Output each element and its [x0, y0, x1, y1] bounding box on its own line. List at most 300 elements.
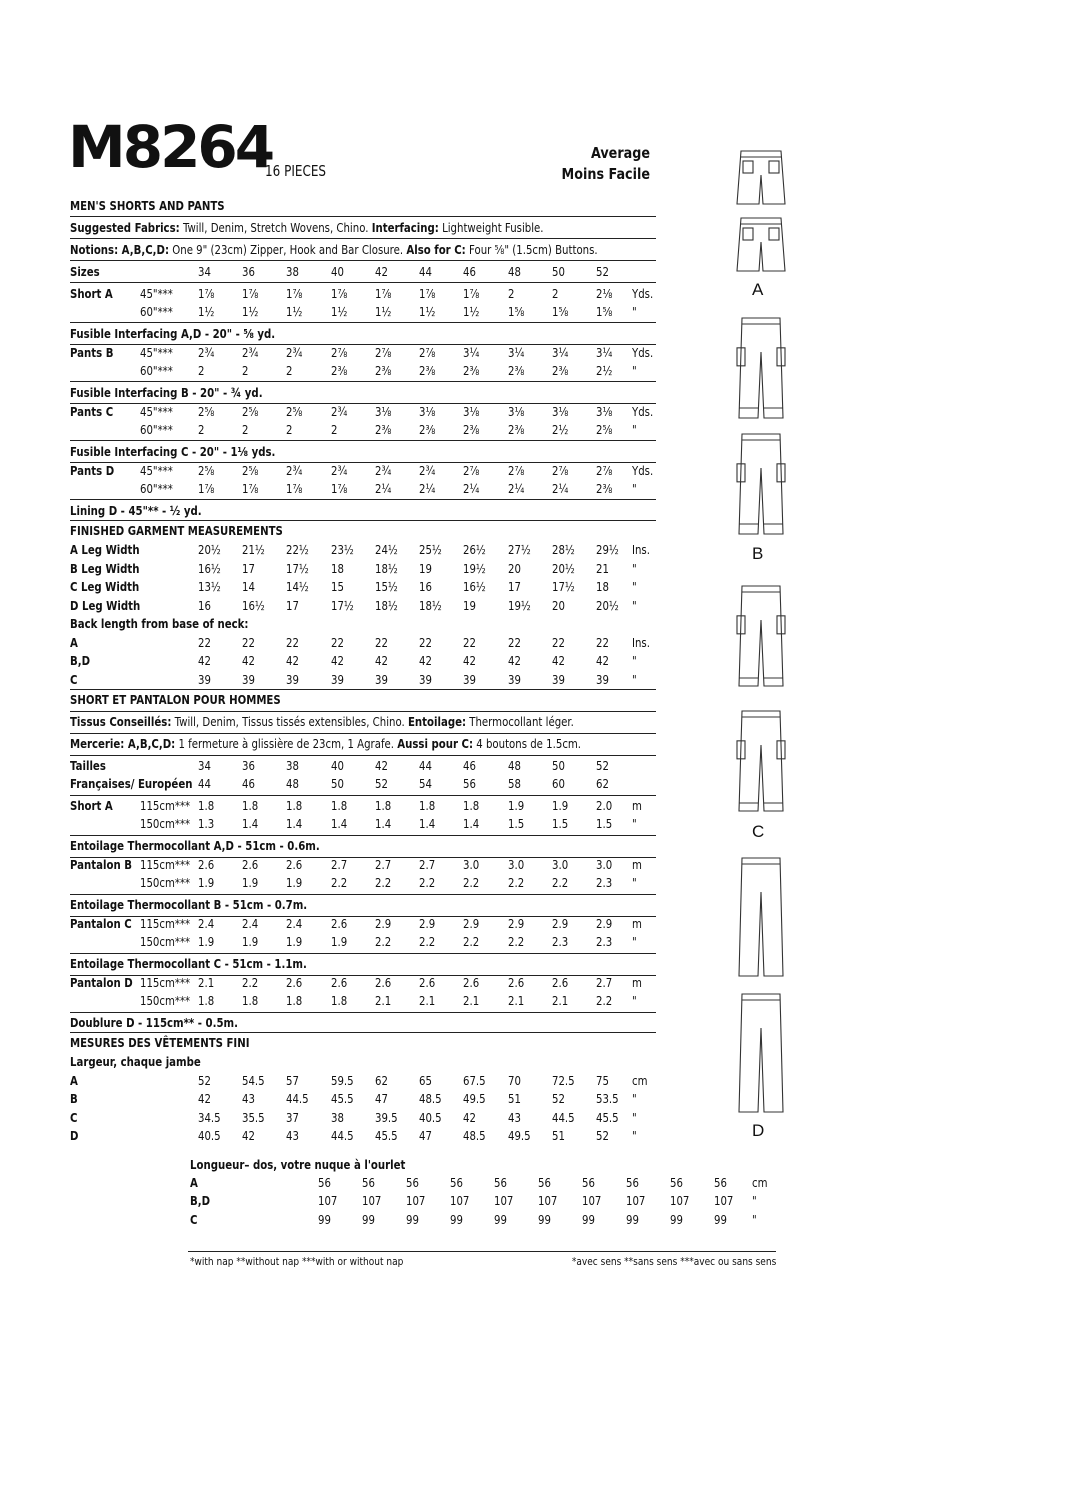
unit-label: "	[632, 1109, 637, 1125]
size-value: 22½	[286, 542, 309, 557]
yardage-row-fr	[0, 875, 1080, 893]
size-value: 2.2	[596, 993, 613, 1008]
size-value: 3¼	[463, 345, 480, 360]
row-label: D	[70, 1127, 79, 1143]
size-value: 2.2	[242, 975, 259, 990]
size-header: 50	[552, 758, 565, 773]
size-value: 42	[242, 653, 255, 668]
fabric-width: 60"***	[140, 304, 173, 319]
size-value: 57	[286, 1073, 299, 1088]
row-label: A Leg Width	[70, 542, 140, 557]
size-header: 52	[596, 264, 609, 279]
unit-label: "	[632, 671, 637, 687]
size-value: 2¼	[419, 481, 436, 496]
size-value: 34.5	[198, 1109, 221, 1125]
size-value: 1.9	[331, 934, 348, 949]
size-value: 56	[714, 1175, 727, 1190]
size-value: 2.9	[596, 916, 613, 931]
size-value: 3.0	[508, 857, 525, 872]
size-value: 17	[508, 579, 521, 594]
size-value: 18½	[419, 597, 442, 613]
fabric-width: 60"***	[140, 422, 173, 437]
rule-line	[188, 1251, 776, 1252]
row-label: B,D	[190, 1193, 211, 1209]
size-value: 22	[463, 634, 476, 650]
size-header: 46	[463, 264, 476, 279]
rule-line	[70, 440, 656, 441]
size-value: 2	[331, 422, 338, 437]
footnote-fr: *avec sens **sans sens ***avec ou sans sens	[571, 1255, 776, 1268]
size-value: 62	[375, 1073, 388, 1088]
label-text: Entoilage Thermocollant A,D - 51cm - 0.6m.	[70, 838, 320, 853]
label-text: Mercerie: A,B,C,D:	[70, 736, 176, 751]
size-value: 39	[242, 671, 255, 687]
label-text: Notions: A,B,C,D:	[70, 242, 170, 257]
size-value: 2.1	[419, 993, 436, 1008]
label-text: Interfacing:	[371, 220, 439, 235]
size-value: 17½	[286, 560, 309, 576]
size-value: 1⅞	[198, 286, 215, 301]
back-length-title-fr	[0, 1157, 1080, 1175]
size-value: 2⅜	[596, 481, 613, 496]
size-value: 19	[463, 597, 476, 613]
size-header: 44	[419, 758, 432, 773]
size-value: 1.5	[508, 816, 525, 831]
size-value: 42	[463, 653, 476, 668]
row-label: C Leg Width	[70, 579, 140, 594]
rule-line	[70, 322, 656, 323]
size-value: 99	[450, 1211, 463, 1227]
size-value: 48.5	[419, 1091, 442, 1107]
size-value: 2⅜	[508, 363, 525, 378]
interfacing-note	[70, 503, 202, 518]
size-value: 2.6	[331, 975, 348, 990]
value-text: One 9" (23cm) Zipper, Hook and Bar Closure.	[172, 242, 404, 257]
size-value: 1.8	[242, 798, 259, 813]
unit-label: "	[632, 875, 637, 890]
size-value: 107	[362, 1193, 382, 1209]
row-label: B,D	[70, 653, 91, 668]
size-value: 107	[626, 1193, 646, 1209]
unit-label: "	[632, 993, 637, 1008]
size-header: 40	[331, 758, 344, 773]
size-value: 2.9	[419, 916, 436, 931]
size-value: 2¾	[331, 463, 348, 478]
size-value: 39	[596, 671, 609, 687]
rule-line	[70, 711, 656, 712]
size-value: 2⅜	[375, 422, 392, 437]
row-label: B	[70, 1091, 78, 1107]
row-label: A	[70, 1073, 78, 1088]
size-value: 42	[508, 653, 521, 668]
size-value: 51	[508, 1091, 521, 1107]
size-header: 42	[375, 264, 388, 279]
size-value: 1.4	[419, 816, 436, 831]
size-value: 29½	[596, 542, 619, 557]
size-value: 20	[552, 597, 565, 613]
fabric-width: 150cm***	[140, 875, 191, 890]
label-text: Also for C:	[406, 242, 466, 257]
finished-row-fr	[0, 1073, 1080, 1091]
euro-sizes-row	[0, 776, 1080, 794]
size-value: 19½	[508, 597, 531, 613]
size-value: 70	[508, 1073, 521, 1088]
fabrics-line-fr	[70, 714, 574, 729]
size-value: 107	[318, 1193, 338, 1209]
size-value: 2⅜	[419, 363, 436, 378]
rule-line	[70, 282, 656, 283]
yardage-row	[0, 363, 1080, 381]
size-value: 19	[419, 560, 432, 576]
size-value: 44.5	[331, 1127, 354, 1143]
size-value: 16	[419, 579, 432, 594]
unit-label: Ins.	[632, 542, 650, 557]
size-value: 99	[362, 1211, 375, 1227]
fabric-width: 150cm***	[140, 816, 191, 831]
section-title	[0, 198, 1080, 216]
size-value: 19½	[463, 560, 486, 576]
value-text: Lightweight Fusible.	[442, 220, 544, 235]
size-value: 2⅞	[508, 463, 525, 478]
size-value: 99	[538, 1211, 551, 1227]
size-header: 48	[508, 758, 521, 773]
value-text: 1 fermeture à glissière de 23cm, 1 Agrafe.	[178, 736, 395, 751]
size-value: 2.2	[508, 934, 525, 949]
size-value: 1⅞	[419, 286, 436, 301]
size-value: 3.0	[596, 857, 613, 872]
view-letter: C	[752, 822, 765, 841]
size-value: 3⅛	[552, 404, 569, 419]
size-value: 35.5	[242, 1109, 265, 1125]
size-value: 2.2	[419, 934, 436, 949]
size-value: 39	[463, 671, 476, 687]
label-text: MESURES DES VÊTEMENTS FINI	[70, 1035, 250, 1050]
size-value: 1.8	[375, 798, 392, 813]
size-header: 50	[552, 264, 565, 279]
size-value: 1.8	[331, 993, 348, 1008]
sizes-row-fr	[0, 758, 1080, 776]
notions-line	[0, 242, 1080, 260]
size-value: 2.3	[552, 934, 569, 949]
size-value: 14½	[286, 579, 309, 594]
size-header: 38	[286, 758, 299, 773]
size-value: 23½	[331, 542, 354, 557]
size-value: 16½	[463, 579, 486, 594]
size-value: 1.4	[463, 816, 480, 831]
size-value: 1.9	[242, 934, 259, 949]
unit-label: "	[632, 816, 637, 831]
size-value: 39	[331, 671, 344, 687]
size-header: 38	[286, 264, 299, 279]
size-value: 18½	[375, 560, 398, 576]
rule-line	[70, 689, 656, 690]
size-value: 1½	[419, 304, 436, 319]
size-value: 1.4	[242, 816, 259, 831]
size-value: 56	[318, 1175, 331, 1190]
unit-label: "	[632, 304, 637, 319]
size-value: 18½	[375, 597, 398, 613]
unit-label: "	[632, 934, 637, 949]
rule-line	[70, 733, 656, 734]
fabric-width: 115cm***	[140, 857, 191, 872]
size-value: 2⅝	[242, 463, 259, 478]
size-value: 2.2	[552, 875, 569, 890]
notions-line-fr	[0, 736, 1080, 754]
size-value: 2.1	[508, 993, 525, 1008]
size-value: 2⅜	[508, 422, 525, 437]
size-value: 56	[582, 1175, 595, 1190]
size-value: 2.6	[331, 916, 348, 931]
euro-size: 58	[508, 776, 521, 791]
size-header: 36	[242, 264, 255, 279]
euro-size: 54	[419, 776, 432, 791]
size-value: 2	[552, 286, 559, 301]
yardage-row-fr	[0, 975, 1080, 993]
size-value: 2⅜	[375, 363, 392, 378]
finished-row-fr	[0, 1128, 1080, 1146]
unit-label: "	[632, 560, 637, 576]
size-value: 1⅝	[596, 304, 613, 319]
row-label: C	[190, 1211, 198, 1227]
fabric-width: 150cm***	[140, 934, 191, 949]
size-value: 2.3	[596, 934, 613, 949]
size-value: 2.4	[198, 916, 215, 931]
size-value: 37	[286, 1109, 299, 1125]
size-value: 2.7	[419, 857, 436, 872]
size-value: 67.5	[463, 1073, 486, 1088]
fabrics-line-fr	[0, 714, 1080, 732]
difficulty-level	[540, 143, 650, 185]
size-value: 1½	[463, 304, 480, 319]
size-value: 1.9	[242, 875, 259, 890]
size-header: 34	[198, 758, 211, 773]
size-value: 56	[450, 1175, 463, 1190]
view-letter: B	[752, 544, 764, 563]
size-value: 15	[331, 579, 344, 594]
size-value: 99	[670, 1211, 683, 1227]
pants-c-front-illustration	[728, 580, 794, 692]
size-value: 2	[242, 363, 249, 378]
size-value: 16½	[242, 597, 265, 613]
fabric-width: 45"***	[140, 286, 173, 301]
size-value: 45.5	[375, 1127, 398, 1143]
interfacing-note-fr	[0, 838, 1080, 856]
size-value: 2⅜	[463, 422, 480, 437]
back-length-row	[0, 672, 1080, 690]
size-value: 42	[463, 1109, 476, 1125]
size-value: 2.4	[242, 916, 259, 931]
size-value: 26½	[463, 542, 486, 557]
value-text: 4 boutons de 1.5cm.	[476, 736, 582, 751]
label-text: Entoilage:	[407, 714, 467, 729]
short-a-front-illustration	[730, 145, 792, 210]
rule-line	[70, 1032, 656, 1033]
label-text: Lining D - 45"** - ½ yd.	[70, 503, 202, 518]
row-label: C	[70, 1109, 78, 1125]
size-value: 65	[419, 1073, 432, 1088]
size-value: 3¼	[552, 345, 569, 360]
label-text: Entoilage Thermocollant C - 51cm - 1.1m.	[70, 956, 307, 971]
fabric-width: 115cm***	[140, 916, 191, 931]
back-length-title	[0, 616, 1080, 634]
finished-row	[0, 579, 1080, 597]
yardage-row	[0, 481, 1080, 499]
size-value: 99	[406, 1211, 419, 1227]
size-value: 13½	[198, 579, 221, 594]
size-value: 1.8	[242, 993, 259, 1008]
size-value: 2½	[552, 422, 569, 437]
unit-label: Yds.	[632, 345, 654, 360]
size-value: 2	[286, 422, 293, 437]
size-header: 40	[331, 264, 344, 279]
size-value: 16½	[198, 560, 221, 576]
rule-line	[70, 238, 656, 239]
euro-sizes-label: Françaises/ Européen	[70, 776, 193, 791]
rule-line	[70, 953, 656, 954]
unit-label: Yds.	[632, 463, 654, 478]
rule-line	[70, 795, 656, 796]
size-value: 2.3	[596, 875, 613, 890]
row-label: Pants C	[70, 404, 114, 419]
unit-label: "	[632, 422, 637, 437]
size-value: 56	[670, 1175, 683, 1190]
size-value: 1.8	[198, 798, 215, 813]
size-value: 1.9	[198, 875, 215, 890]
label-text: Doublure D - 115cm** - 0.5m.	[70, 1015, 238, 1030]
size-value: 2⅝	[596, 422, 613, 437]
size-value: 52	[198, 1073, 211, 1088]
size-value: 2	[286, 363, 293, 378]
yardage-row	[0, 422, 1080, 440]
interfacing-note	[0, 326, 1080, 344]
fabric-width: 115cm***	[140, 975, 191, 990]
rule-line	[70, 260, 656, 261]
pants-d-back-illustration	[728, 988, 794, 1118]
size-value: 99	[494, 1211, 507, 1227]
size-value: 39	[552, 671, 565, 687]
size-value: 45.5	[596, 1109, 619, 1125]
size-value: 2⅞	[375, 345, 392, 360]
size-value: 56	[362, 1175, 375, 1190]
interfacing-note	[70, 385, 263, 400]
value-text: Twill, Denim, Tissus tissés extensibles, Chino.	[174, 714, 405, 729]
euro-size: 44	[198, 776, 211, 791]
size-value: 22	[242, 634, 255, 650]
unit-label: Yds.	[632, 404, 654, 419]
size-value: 39	[508, 671, 521, 687]
interfacing-note-fr	[0, 1015, 1080, 1033]
size-value: 2¾	[286, 463, 303, 478]
row-label: Pants B	[70, 345, 114, 360]
value-text: Thermocollant léger.	[469, 714, 574, 729]
unit-label: cm	[632, 1073, 648, 1088]
size-value: 51	[552, 1127, 565, 1143]
euro-size: 62	[596, 776, 609, 791]
notions-line-fr	[70, 736, 581, 751]
yardage-row	[0, 304, 1080, 322]
row-label: Pantalon C	[70, 916, 132, 931]
size-value: 20½	[198, 542, 221, 557]
size-value: 42	[596, 653, 609, 668]
size-value: 25½	[419, 542, 442, 557]
view-letter: D	[752, 1121, 765, 1140]
size-header: 52	[596, 758, 609, 773]
label-text: Aussi pour C:	[397, 736, 474, 751]
label-text: Suggested Fabrics:	[70, 220, 180, 235]
interfacing-note-fr	[0, 897, 1080, 915]
unit-label: "	[632, 597, 637, 613]
row-label: D Leg Width	[70, 597, 141, 613]
size-value: 2¾	[419, 463, 436, 478]
size-value: 2⅝	[198, 463, 215, 478]
size-value: 2.2	[375, 875, 392, 890]
size-value: 1.9	[508, 798, 525, 813]
size-value: 1.3	[198, 816, 215, 831]
size-value: 39	[419, 671, 432, 687]
finished-title	[70, 523, 283, 538]
fabric-width: 115cm***	[140, 798, 191, 813]
size-value: 2½	[596, 363, 613, 378]
pants-c-back-illustration	[728, 705, 794, 817]
size-value: 99	[626, 1211, 639, 1227]
level-english: Average	[590, 144, 650, 162]
rule-line	[70, 1012, 656, 1013]
size-header: 36	[242, 758, 255, 773]
size-value: 1.8	[286, 798, 303, 813]
size-value: 1.9	[286, 875, 303, 890]
row-label: B Leg Width	[70, 560, 140, 576]
size-value: 1½	[375, 304, 392, 319]
size-value: 1⅝	[552, 304, 569, 319]
size-value: 42	[331, 653, 344, 668]
unit-label: "	[632, 579, 637, 594]
fabric-width: 45"***	[140, 404, 173, 419]
view-letter: A	[752, 280, 764, 299]
fabrics-line	[0, 220, 1080, 238]
back-length-row-fr	[0, 1212, 1080, 1230]
size-value: 28½	[552, 542, 575, 557]
size-value: 18	[596, 579, 609, 594]
unit-label: Yds.	[632, 286, 654, 301]
size-value: 2⅝	[286, 404, 303, 419]
sizes-row	[0, 264, 1080, 282]
size-value: 2⅜	[552, 363, 569, 378]
label-text: Fusible Interfacing B - 20" - ¾ yd.	[70, 385, 263, 400]
size-value: 40.5	[198, 1127, 221, 1143]
size-value: 1.4	[286, 816, 303, 831]
size-value: 107	[582, 1193, 602, 1209]
fabric-width: 60"***	[140, 481, 173, 496]
euro-size: 48	[286, 776, 299, 791]
size-value: 39.5	[375, 1109, 398, 1125]
euro-size: 46	[242, 776, 255, 791]
size-value: 1.5	[596, 816, 613, 831]
interfacing-note-fr	[70, 897, 307, 912]
short-a-back-illustration	[730, 212, 792, 277]
size-value: 3¼	[508, 345, 525, 360]
unit-label: Ins.	[632, 634, 650, 650]
finished-title-fr	[70, 1035, 249, 1050]
size-value: 38	[331, 1109, 344, 1125]
size-header: 48	[508, 264, 521, 279]
size-value: 3.0	[463, 857, 480, 872]
back-length-title	[70, 616, 248, 631]
size-value: 107	[670, 1193, 690, 1209]
unit-label: "	[632, 1127, 637, 1143]
size-value: 40.5	[419, 1109, 442, 1125]
rule-line	[70, 216, 656, 217]
size-value: 2¾	[198, 345, 215, 360]
